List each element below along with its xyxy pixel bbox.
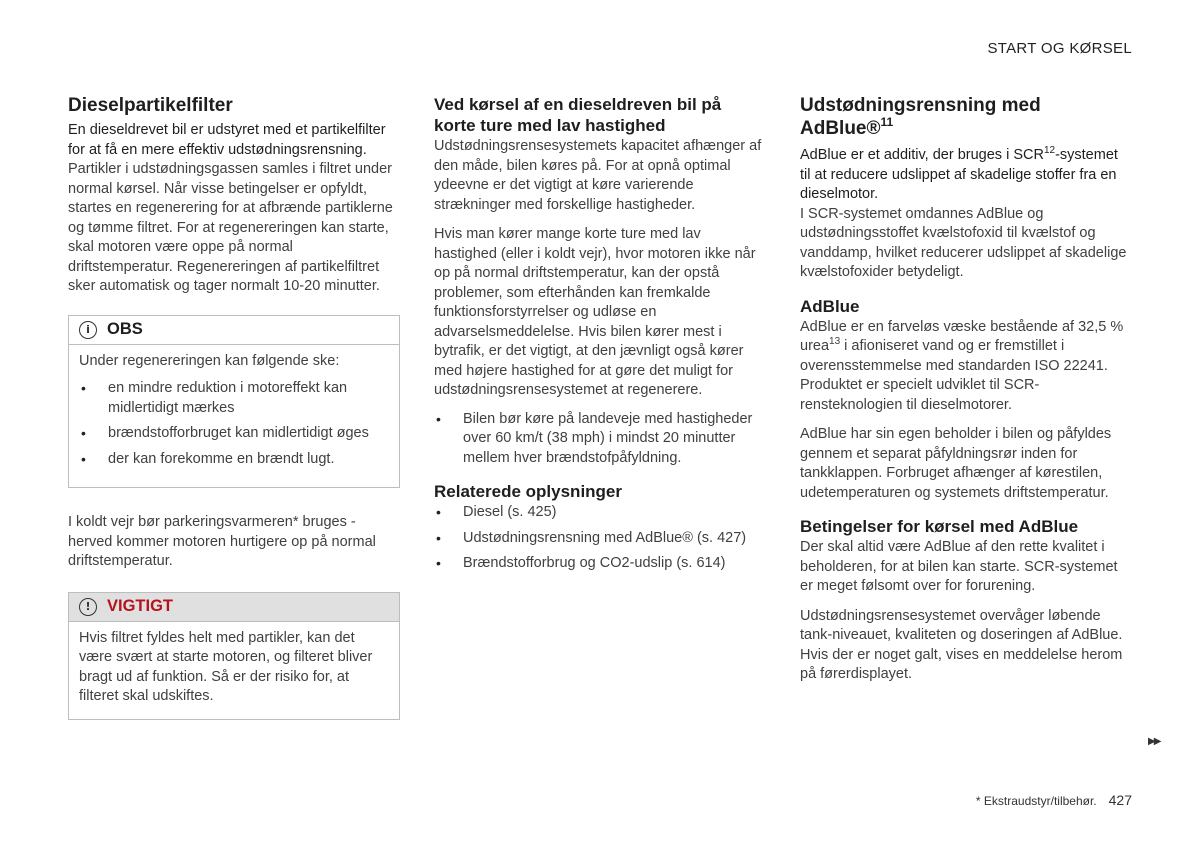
paragraph-adblue-tank: AdBlue har sin egen beholder i bilen og påfyldes gennem et separat påfyldningsrør inden for tankklappen. Forbruget afhænger af kørestilen, udetemperaturen og systemets driftstemperatur. (800, 426, 1112, 501)
heading-adblue: AdBlue (800, 296, 860, 316)
lead-paragraph-adblue (800, 146, 1132, 205)
paragraph-particles: Partikler i udstødningsgassen samles i filtret under normal kørsel. Når visse betingelser er opfyldt, startes en regenerering for at afbrænde partiklerne og tømme filtret. For at regenereringen kan starte, skal motoren være oppe på normal driftstemperatur. Regenereringen af partikelfiltret sker automatisk og tager normalt 10-20 minutter. (68, 161, 393, 294)
related-links-list (434, 503, 766, 574)
footnote-ref-11: 11 (880, 115, 894, 129)
footnote-ref-13: 13 (829, 336, 841, 347)
list-item: • brændstofforbruget kan midlertidigt øges (79, 424, 389, 444)
lead-text-a: AdBlue er et additiv, der bruges i SCR (800, 147, 1044, 163)
column-short-trips (434, 94, 766, 580)
obs-notice-list (79, 379, 389, 469)
list-item: • Bilen bør køre på landeveje med hastigheder over 60 km/t (38 mph) i mindst 20 minutter mellem hver brændstofpåfyldning. (434, 410, 766, 469)
paragraph-monitoring: Udstødningsrensesystemet overvåger løbende tank-niveauet, kvaliteten og doseringen af AdBlue. Hvis der er noget galt, vises en meddelelse herom på førerdisplayet. (800, 607, 1123, 682)
important-notice-body (69, 622, 399, 719)
footnote-ref-12: 12 (1043, 145, 1056, 156)
page-footer (976, 792, 1132, 808)
obs-notice-intro: Under regenereringen kan følgende ske: (79, 352, 340, 369)
heading-diesel-particle-filter: Dieselpartikelfilter (68, 95, 233, 116)
important-notice-header (69, 593, 399, 622)
important-notice-title: VIGTIGT (107, 597, 173, 615)
footnote-accessory: * Ekstraudstyr/tilbehør. (975, 794, 1097, 808)
obs-notice-body (69, 345, 399, 488)
obs-notice-title: OBS (107, 320, 143, 338)
column-diesel-particle-filter (68, 94, 400, 720)
column-adblue (800, 94, 1132, 685)
adblue-text-b: i afioniseret vand og er fremstillet i overensstemmelse med standarden ISO 22241. Produktet er specielt udviklet til SCR-rensteknologien til dieselmotorer. (800, 338, 1108, 413)
heading-related-info: Relaterede oplysninger (434, 482, 623, 501)
paragraph-scr-system: I SCR-systemet omdannes AdBlue og udstødningsstoffet kvælstofoxid til kvælstof og vanddamp, hvilket reducerer udslippet af skadelige kvælstofoxider betydeligt. (800, 205, 1127, 280)
list-item: • der kan forekomme en brændt lugt. (79, 450, 389, 470)
list-item: • en mindre reduktion i motoreffekt kan midlertidigt mærkes (79, 379, 389, 418)
page-number: 427 (1108, 792, 1132, 808)
related-link-diesel[interactable]: • Diesel (s. 425) (434, 503, 766, 523)
paragraph-short-trips: Hvis man kører mange korte ture med lav hastighed (eller i koldt vejr), hvor motoren ikke når op på normal driftstemperatur, kan der opstå problemer, som efterhånden kan fremkalde funktionsforstyrrelser og udløse en advarselsmeddelelse. Hvis bilen kører mest i bytrafik, er det vigtigt, at den jævnligt også kører med højere hastighed for at gøre det muligt for udstødningsrensesystemet at regenerere. (434, 226, 756, 398)
important-notice-text: Hvis filtret fyldes helt med partikler, kan det være svært at starte motoren, og filteret bliver bragt ud af funktion. Så er der risiko for, at filteret skal udskiftes. (79, 629, 373, 704)
paragraph-capacity: Udstødningsrensesystemets kapacitet afhænger af den måde, bilen køres på. For at opnå optimal ydeevne er det vigtigt at køre varierende strækninger med forskellige hastigheder. (434, 138, 762, 213)
related-link-adblue[interactable]: • Udstødningsrensning med AdBlue® (s. 427) (434, 529, 766, 549)
lead-text-b: -systemet til at reducere udslippet af skadelige stoffer fra en dieselmotor. (800, 147, 1118, 202)
paragraph-cold-weather: I koldt vejr bør parkeringsvarmeren* bruges - herved kommer motoren hurtigere op på normal driftstemperatur. (68, 514, 376, 569)
heading-driving-conditions: Betingelser for kørsel med AdBlue (800, 517, 1079, 536)
obs-notice-header (69, 316, 399, 345)
section-header: START OG KØRSEL (987, 40, 1132, 57)
paragraph-adblue-liquid (800, 318, 1132, 416)
adblue-text-a: AdBlue er en farveløs væske bestående af 32,5 % urea (800, 318, 1124, 354)
info-circle-icon: i (79, 321, 97, 339)
paragraph-adblue-quality: Der skal altid være AdBlue af den rette kvalitet i beholderen, for at bilen kan starte. SCR-systemet er meget følsomt over for forurening. (800, 539, 1118, 594)
obs-notice-box (68, 315, 400, 489)
heading-adblue-text: Udstødningsrensning med AdBlue® (800, 95, 1041, 139)
lead-paragraph: En dieseldrevet bil er udstyret med et partikelfilter for at få en mere effektiv udstødningsrensning. (68, 122, 386, 158)
related-link-fuel-consumption[interactable]: • Brændstofforbrug og CO2-udslip (s. 614) (434, 554, 766, 574)
exclamation-circle-icon: ! (79, 598, 97, 616)
driving-advice-list (434, 410, 766, 469)
heading-adblue-cleaning (800, 94, 1132, 140)
double-triangle-right-icon: ▶▶ (1148, 736, 1160, 747)
heading-short-trips: Ved kørsel af en dieseldreven bil på korte ture med lav hastighed (434, 95, 722, 135)
important-notice-box (68, 592, 400, 720)
